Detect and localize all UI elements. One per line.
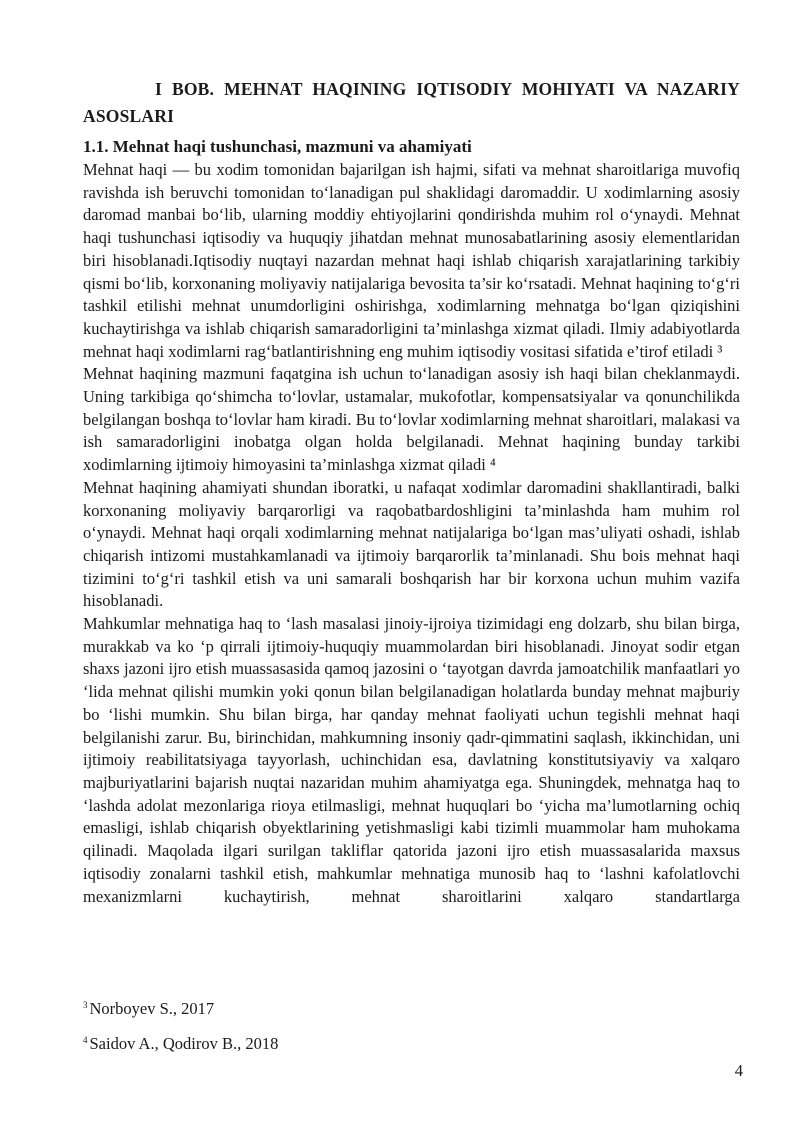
page-number: 4 — [734, 1061, 743, 1080]
page-content — [83, 76, 740, 908]
paragraph-definition: Mehnat haqi — bu xodim tomonidan bajarilgan ish hajmi, sifati va mehnat sharoitlariga muvofiq ravishda ish beruvchi tomonidan to‘lanadigan pul shaklidagi daromaddir. U xodimlarning asosiy daromad manbai bo‘lib, ularning moddiy ehtiyojlarini qondirishda muhim rol o‘ynaydi. Mehnat haqi tushunchasi iqtisodiy va huquqiy jihatdan mehnat munosabatlarining asosiy elementlaridan biri hisoblanadi.Iqtisodiy nuqtayi nazardan mehnat haqi ishlab chiqarish xarajatlarining tarkibiy qismi bo‘lib, korxonaning moliyaviy natijalariga bevosita ta’sir ko‘rsatadi. Mehnat haqining to‘g‘ri tashkil etilishi mehnat unumdorligini oshirishga, xodimlarning mehnatga bo‘lgan qiziqishini kuchaytirishga va ishlab chiqarish samaradorligini ta’minlashga xizmat qiladi. Ilmiy adabiyotlarda mehnat haqi xodimlarni rag‘batlantirishning eng muhim iqtisodiy vositasi sifatida e’tirof etiladi ³ — [83, 160, 740, 361]
footnote-marker: 4 — [83, 1034, 88, 1045]
footnote-item — [83, 998, 740, 1020]
paragraph-importance: Mehnat haqining ahamiyati shundan iboratki, u nafaqat xodimlar daromadini shakllantiradi, balki korxonaning moliyaviy barqarorligi va raqobatbardoshligini ta’minlashda ham muhim rol o‘ynaydi. Mehnat haqi orqali xodimlarning mehnat natijalariga bo‘lgan mas’uliyati oshadi, ishlab chiqarish intizomi mustahkamlanadi va ijtimoiy barqarorlik ta’minlanadi. Shu bois mehnat haqi tizimini to‘g‘ri tashkil etish va uni samarali boshqarish har bir korxona uchun muhim vazifa hisoblanadi. — [83, 477, 740, 611]
chapter-title: I BOB. MEHNAT HAQINING IQTISODIY MOHIYATI VA NAZARIY ASOSLARI — [83, 79, 740, 126]
section-heading: 1.1. Mehnat haqi tushunchasi, mazmuni va ahamiyati — [83, 137, 472, 156]
footnote-marker: 3 — [83, 999, 88, 1010]
paragraph-convict-labor: Mahkumlar mehnatiga haq to ‘lash masalasi jinoiy-ijroiya tizimidagi eng dolzarb, shu bilan birga, murakkab va ko ‘p qirrali ijtimoiy-huquqiy muammolardan biri hisoblanadi. Jinoyat sodir etgan shaxs jazoni ijro etish muassasasida qamoq jazosini o ‘tayotgan davrda jamoatchilik manfaatlari yo ‘lida mehnat qilishi mumkin yoki qonun bilan belgilanadigan holatlarda bunday mehnat majburiy bo ‘lishi mumkin. Shu bilan birga, har qanday mehnat faoliyati uchun tegishli mehnat haqi belgilanishi zarur. Bu, birinchidan, mahkumning insoniy qadr-qimmatini saqlash, ikkinchidan, uni ijtimoiy reabilitatsiyaga tayyorlash, uchinchidan esa, davlatning konstitutsiyaviy va xalqaro majburiyatlarini bajarish nuqtai nazaridan muhim ahamiyatga ega. Shuningdek, mehnatga haq to ‘lashda adolat mezonlariga rioya etilmasligi, mehnat huquqlari bo ‘yicha ma’lumotlarning ochiq emasligi, ishlab chiqarish obyektlarining yetishmasligi kabi tizimli muammolar ham muhokama qilinadi. Maqolada ilgari surilgan takliflar qatorida jazoni ijro etish muassasalarida maxsus iqtisodiy zonalarni tashkil etish, mahkumlar mehnatiga munosib haq to ‘lashni kafolatlovchi mexanizmlarni kuchaytirish, mehnat sharoitlarini xalqaro standartlarga — [83, 614, 740, 906]
paragraph-composition: Mehnat haqining mazmuni faqatgina ish uchun to‘lanadigan asosiy ish haqi bilan cheklanmaydi. Uning tarkibiga qo‘shimcha to‘lovlar, ustamalar, mukofotlar, kompensatsiyalar va qonunchilikda belgilangan boshqa to‘lovlar ham kiradi. Bu to‘lovlar xodimlarning mehnat sharoitlari, malakasi va ish samaradorligini inobatga olgan holda belgilanadi. Mehnat haqining bunday tarkibi xodimlarning ijtimoiy himoyasini ta’minlashga xizmat qiladi ⁴ — [83, 364, 740, 475]
footnotes-section — [83, 998, 740, 1068]
footnote-text: Norboyev S., 2017 — [89, 999, 215, 1018]
footnote-item — [83, 1033, 740, 1055]
footnote-text: Saidov A., Qodirov B., 2018 — [89, 1034, 279, 1053]
